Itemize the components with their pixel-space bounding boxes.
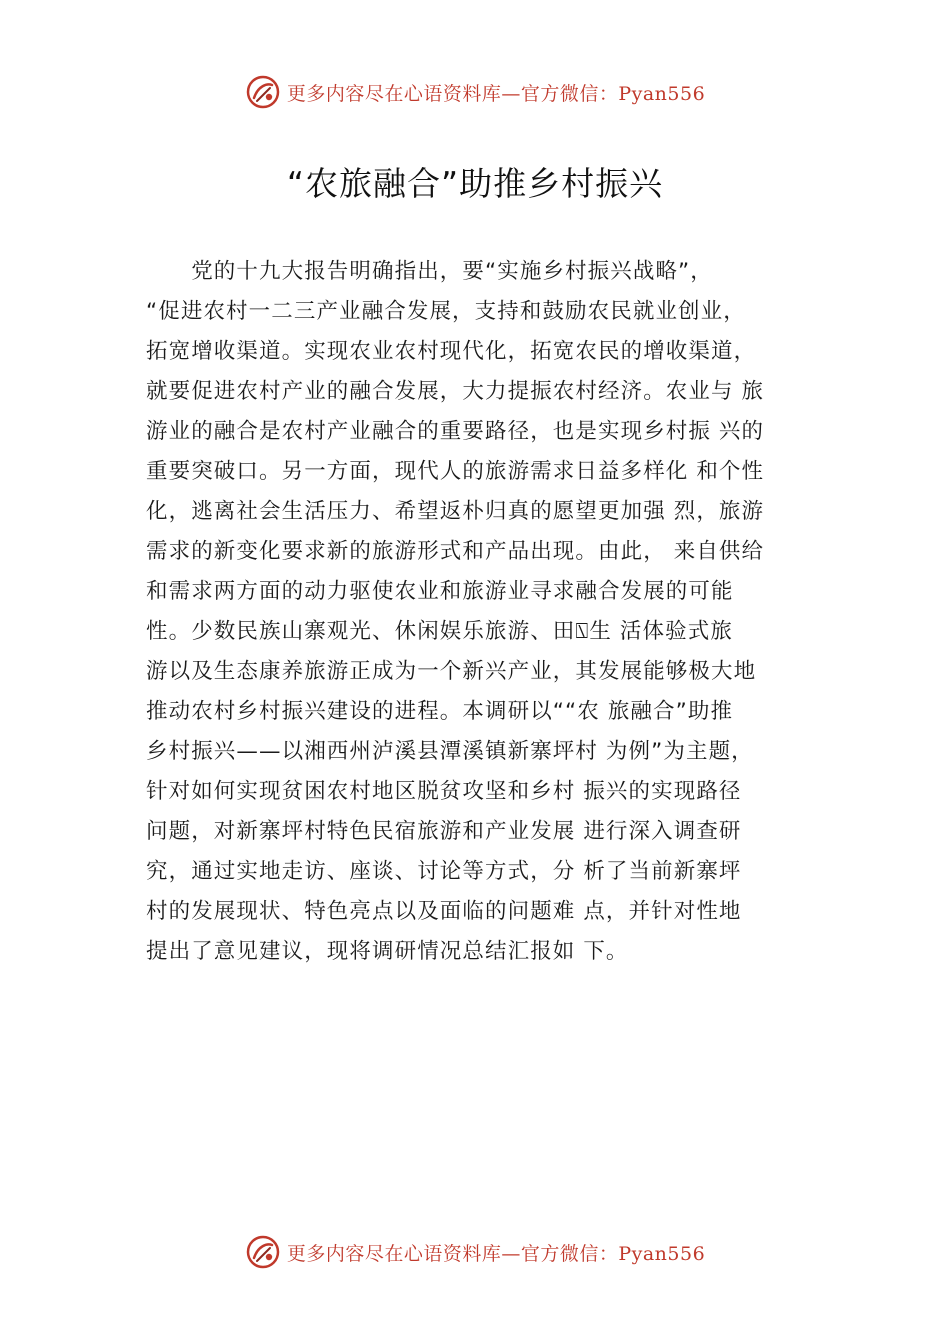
body-line: 游业的融合是农村产业融合的重要路径，也是实现乡村振 兴的 [146,419,765,444]
body-line: 和需求两方面的动力驱使农业和旅游业寻求融合发展的可能 [146,579,734,604]
body-line: 游以及生态康养旅游正成为一个新兴产业，其发展能够极大地 [146,659,757,684]
body-line: 乡村振兴——以湘西州泸溪县潭溪镇新寨坪村 为例”为主题， [146,739,754,764]
red-seal-logo-icon [245,1234,281,1270]
body-line: 提出了意见建议，现将调研情况总结汇报如 下。 [146,939,629,964]
footer-banner-text: 更多内容尽在心语资料库—官方微信：Pyan556 [286,1242,706,1265]
body-line: 究，通过实地走访、座谈、讨论等方式，分 析了当前新寨坪 [146,859,742,884]
body-line: 拓宽增收渠道。实现农业农村现代化，拓宽农民的增收渠道， [146,339,757,364]
body-line: 重要突破口。另一方面，现代人的旅游需求日益多样化 和个性 [146,459,765,484]
footer-banner [0,1232,950,1272]
body-line: “促进农村一二三产业融合发展，支持和鼓励农民就业创业， [146,299,746,324]
header-banner-text: 更多内容尽在心语资料库—官方微信：Pyan556 [286,82,706,105]
body-line: 需求的新变化要求新的旅游形式和产品出现。由此， 来自供给 [146,539,765,564]
body-line: 针对如何实现贫困农村地区脱贫攻坚和乡村 振兴的实现路径 [146,779,742,804]
body-line: 就要促进农村产业的融合发展，大力提振农村经济。农业与 旅 [146,379,765,404]
document-body [146,252,826,972]
document-title: “农旅融合”助推乡村振兴 [286,164,664,203]
red-seal-logo-icon [245,74,281,110]
body-line: 化，逃离社会生活压力、希望返朴归真的愿望更加强 烈，旅游 [146,499,765,524]
body-line: 性。少数民族山寨观光、休闲娱乐旅游、田⍂生 活体验式旅 [146,619,733,644]
body-line: 党的十九大报告明确指出，要“实施乡村振兴战略”， [146,259,713,284]
body-line: 村的发展现状、特色亮点以及面临的问题难 点，并针对性地 [146,899,742,924]
header-banner [0,72,950,112]
body-line: 推动农村乡村振兴建设的进程。本调研以““农 旅融合”助推 [146,699,734,724]
body-line: 问题，对新寨坪村特色民宿旅游和产业发展 进行深入调查研 [146,819,742,844]
